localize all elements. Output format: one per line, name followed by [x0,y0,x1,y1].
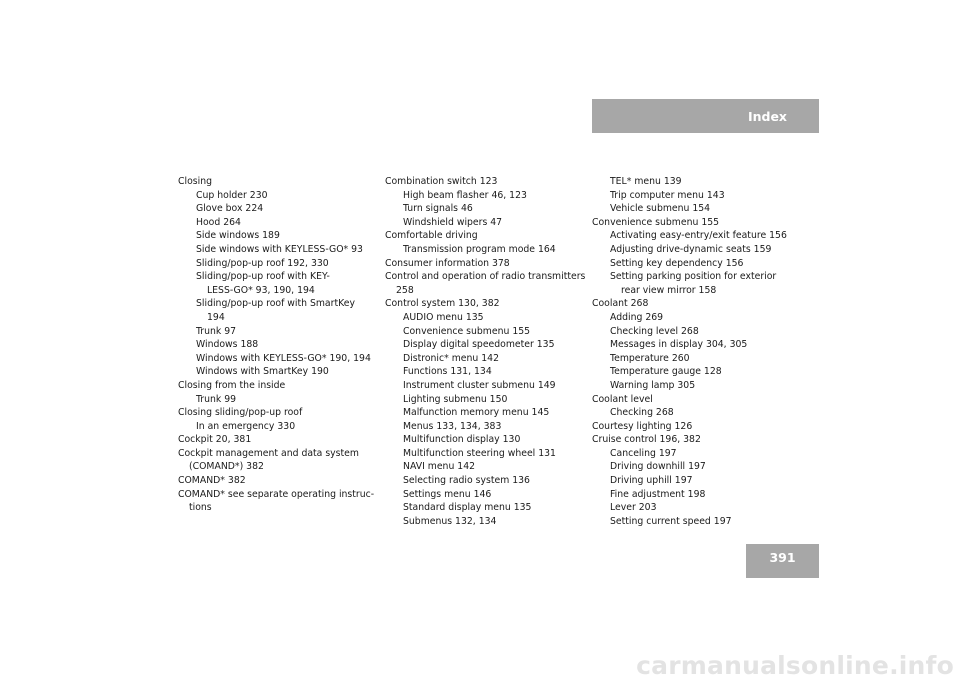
index-entry-text: Courtesy lighting 126 [592,420,693,432]
index-entry-text: Closing [178,176,212,187]
index-entry-text: Sliding/pop-up roof with SmartKey [196,298,355,310]
index-entry-text: Selecting radio system 136 [403,475,530,487]
index-subentry [385,393,590,407]
index-subentry [178,365,383,379]
index-entry-text: Windows with SmartKey 190 [196,366,329,378]
index-subentry [592,175,797,189]
index-entry-text: Canceling 197 [610,447,677,459]
index-entry [592,393,797,407]
index-entry-text: Control system 130, 382 [385,298,500,310]
index-entry [385,175,590,189]
index-entry-text: Cup holder 230 [196,189,268,201]
index-subentry [385,189,590,203]
index-entry [385,257,590,271]
index-subentry [592,365,797,379]
index-entry-text: Settings menu 146 [403,488,492,500]
index-subentry [592,257,797,271]
index-subentry [592,338,797,352]
index-subentry [178,325,383,339]
index-entry [178,433,383,447]
index-entry-text: Closing sliding/pop-up roof [178,407,303,419]
index-entry-text: Standard display menu 135 [403,502,532,514]
index-entry-text: COMAND* 382 [178,475,246,487]
index-subentry [592,311,797,325]
index-subentry [385,501,590,515]
index-entry-text: Setting key dependency 156 [610,257,744,269]
index-entry-text: Control and operation of radio transmitters [385,271,586,283]
index-subentry [178,270,383,297]
index-entry-text: Hood 264 [196,216,241,228]
index-entry [178,447,383,474]
index-subentry [178,243,383,257]
index-entry-text: High beam flasher 46, 123 [403,189,527,201]
index-entry-text: Coolant level [592,393,653,405]
index-entry-text: Comfortable driving [385,230,478,242]
index-entry [178,406,383,420]
index-entry-continuation: 258 [396,284,414,296]
index-entry-text: Transmission program mode 164 [403,243,556,255]
page-number-tab [746,544,819,578]
index-subentry [592,243,797,257]
index-subentry [592,270,797,297]
index-entry-text: Side windows 189 [196,230,280,242]
index-entry-text: TEL* menu 139 [610,176,682,187]
index-entry-text: Consumer information 378 [385,257,510,269]
index-entry-text: Distronic* menu 142 [403,352,499,364]
index-entry-text: Menus 133, 134, 383 [403,420,502,432]
index-subentry [385,325,590,339]
index-subentry [385,474,590,488]
index-entry-text: Driving downhill 197 [610,461,706,473]
index-header-tab [592,99,819,133]
index-entry-continuation: LESS-GO* 93, 190, 194 [207,284,315,296]
index-entry [178,488,383,515]
index-entry-text: Setting current speed 197 [610,515,732,527]
index-entry [592,297,797,311]
index-subentry [178,393,383,407]
index-entry-text: Convenience submenu 155 [403,325,531,337]
index-entry [385,297,590,311]
index-entry-text: Vehicle submenu 154 [610,203,711,215]
index-subentry [592,202,797,216]
index-subentry [592,460,797,474]
index-subentry [385,460,590,474]
index-entry-continuation: 194 [207,311,225,323]
index-entry-text: Instrument cluster submenu 149 [403,379,556,391]
index-subentry [385,243,590,257]
index-subentry [178,229,383,243]
index-subentry [178,257,383,271]
index-subentry [178,202,383,216]
index-subentry [178,216,383,230]
index-entry-text: Windows 188 [196,339,259,351]
index-column-3 [592,175,797,528]
index-entry-text: Activating easy-entry/exit feature 156 [610,230,787,242]
index-subentry [385,216,590,230]
index-column-2 [385,175,590,528]
index-subentry [592,189,797,203]
index-entry [178,379,383,393]
index-entry-text: Lever 203 [610,502,657,514]
index-subentry [385,515,590,529]
index-entry [178,474,383,488]
index-entry [592,420,797,434]
index-entry-text: Combination switch 123 [385,176,498,187]
index-entry-text: Setting parking position for exterior [610,271,777,283]
index-subentry [385,365,590,379]
index-entry-text: Trunk 99 [196,393,237,405]
index-subentry [178,189,383,203]
index-entry-text: Warning lamp 305 [610,379,696,391]
index-subentry [385,352,590,366]
index-entry-text: Functions 131, 134 [403,366,492,378]
index-subentry [385,420,590,434]
index-entry [592,433,797,447]
index-entry-text: Lighting submenu 150 [403,393,508,405]
index-entry [385,270,590,297]
index-entry-text: Cockpit 20, 381 [178,434,252,446]
index-entry-text: Submenus 132, 134 [403,515,497,527]
index-subentry [385,433,590,447]
index-entry-text: Sliding/pop-up roof 192, 330 [196,257,329,269]
index-entry-text: In an emergency 330 [196,420,296,432]
index-entry-text: Adjusting drive-dynamic seats 159 [610,243,772,255]
index-entry-text: Cockpit management and data system [178,447,359,459]
index-column-1 [178,175,383,515]
index-subentry [592,474,797,488]
index-entry-text: Side windows with KEYLESS-GO* 93 [196,243,363,255]
index-subentry [592,379,797,393]
index-subentry [592,229,797,243]
index-entry-text: Multifunction display 130 [403,434,521,446]
index-entry-text: Checking 268 [610,407,674,419]
index-entry-text: Messages in display 304, 305 [610,339,748,351]
index-subentry [385,202,590,216]
page-number: 391 [769,550,796,565]
index-entry-text: Fine adjustment 198 [610,488,706,500]
index-entry-text: Trip computer menu 143 [610,189,725,201]
index-entry [178,175,383,189]
index-entry [592,216,797,230]
index-subentry [385,311,590,325]
index-subentry [592,501,797,515]
index-entry-text: Convenience submenu 155 [592,216,720,228]
index-entry [385,229,590,243]
index-entry-continuation: (COMAND*) 382 [189,461,264,473]
page-title: Index [747,108,787,124]
index-entry-continuation: rear view mirror 158 [621,284,717,296]
index-entry-text: Turn signals 46 [403,203,473,215]
index-subentry [385,447,590,461]
index-entry-text: Glove box 224 [196,203,264,215]
index-entry-text: Multifunction steering wheel 131 [403,447,556,459]
index-entry-text: Windows with KEYLESS-GO* 190, 194 [196,352,371,364]
index-entry-text: Adding 269 [610,311,664,323]
index-entry-continuation: tions [189,502,212,514]
watermark: carmanualsonline.info [636,651,954,680]
index-entry-text: Sliding/pop-up roof with KEY- [196,271,330,283]
index-subentry [592,325,797,339]
index-subentry [592,488,797,502]
index-subentry [385,338,590,352]
index-subentry [178,297,383,324]
index-entry-text: Closing from the inside [178,379,286,391]
index-subentry [592,406,797,420]
index-subentry [592,515,797,529]
index-entry-text: Driving uphill 197 [610,475,693,487]
index-entry-text: COMAND* see separate operating instruc- [178,488,375,500]
index-entry-text: NAVI menu 142 [403,461,476,473]
index-entry-text: Trunk 97 [196,325,237,337]
index-entry-text: Coolant 268 [592,298,649,310]
index-entry-text: Temperature 260 [610,352,690,364]
index-entry-text: Temperature gauge 128 [610,366,722,378]
index-subentry [592,447,797,461]
index-subentry [592,352,797,366]
index-entry-text: Windshield wipers 47 [403,216,503,228]
index-entry-text: Checking level 268 [610,325,699,337]
index-subentry [385,379,590,393]
index-entry-text: Malfunction memory menu 145 [403,407,550,419]
index-subentry [385,406,590,420]
index-subentry [178,338,383,352]
index-entry-text: Cruise control 196, 382 [592,434,701,446]
index-subentry [178,352,383,366]
index-entry-text: AUDIO menu 135 [403,311,484,323]
index-subentry [385,488,590,502]
index-subentry [178,420,383,434]
index-entry-text: Display digital speedometer 135 [403,339,555,351]
